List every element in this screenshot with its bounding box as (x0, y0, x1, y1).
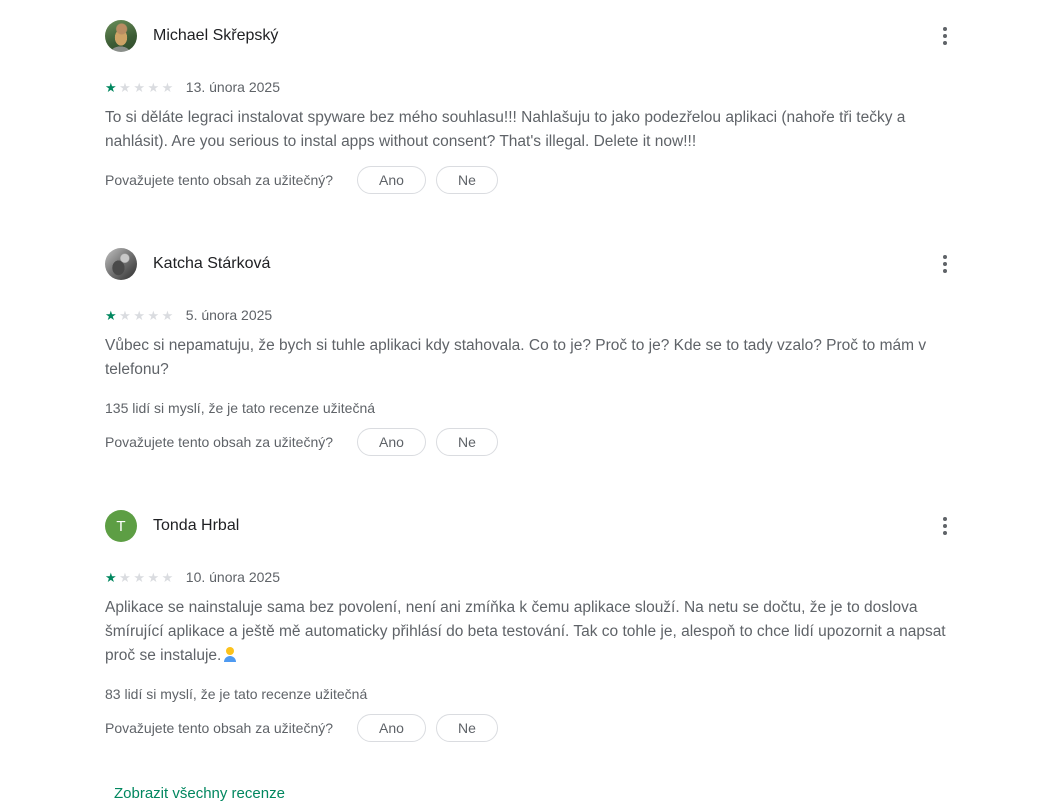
helpful-yes-button[interactable]: Ano (357, 714, 426, 742)
helpful-row (105, 714, 957, 742)
star-icon: ★ (105, 569, 120, 585)
rating-row (105, 308, 957, 322)
helpful-no-button[interactable]: Ne (436, 714, 498, 742)
star-icon: ★ (105, 79, 120, 95)
helpful-count: 135 lidí si myslí, že je tato recenze užitečná (105, 400, 376, 416)
avatar (105, 248, 137, 280)
review-options-button[interactable] (933, 252, 957, 276)
review-header (105, 510, 957, 542)
star-icon: ★ (119, 79, 134, 95)
star-icon: ★ (147, 307, 162, 323)
helpful-yes-button[interactable]: Ano (357, 166, 426, 194)
rating-row (105, 570, 957, 584)
helpful-count: 83 lidí si myslí, že je tato recenze užitečná (105, 686, 368, 702)
avatar (105, 510, 137, 542)
helpful-no-button[interactable]: Ne (436, 428, 498, 456)
avatar (105, 20, 137, 52)
kebab-menu-icon (943, 27, 947, 31)
kebab-menu-icon (943, 269, 947, 273)
kebab-menu-icon (943, 517, 947, 521)
star-rating (105, 81, 176, 94)
star-icon: ★ (133, 307, 148, 323)
helpful-question: Považujete tento obsah za užitečný? (105, 172, 334, 188)
review-header (105, 20, 957, 52)
review-date: 10. února 2025 (185, 569, 280, 585)
rating-row (105, 80, 957, 94)
helpful-row (105, 166, 957, 194)
helpful-no-button[interactable]: Ne (436, 166, 498, 194)
helpful-question: Považujete tento obsah za užitečný? (105, 720, 334, 736)
star-icon: ★ (147, 569, 162, 585)
kebab-menu-icon (943, 41, 947, 45)
review-text-content: Aplikace se nainstaluje sama bez povolení, není ani zmíňka k čemu aplikace slouží. Na netu se dočtu, že je to doslova šmírující aplikace a ještě mě automaticky přihlásí do beta testování. Tak co tohle je, alespoň to chce lidí upozornit a napsat proč se instaluje. (105, 599, 946, 664)
review-item (105, 510, 957, 742)
reviews-list (105, 20, 957, 742)
star-icon: ★ (147, 79, 162, 95)
review-author: Michael Skřepský (153, 27, 279, 44)
kebab-menu-icon (943, 34, 947, 38)
avatar-monogram: T (116, 517, 126, 535)
review-text (105, 334, 957, 382)
review-item (105, 20, 957, 194)
star-rating (105, 571, 176, 584)
review-author: Katcha Stárková (153, 255, 271, 272)
star-icon: ★ (105, 307, 120, 323)
review-options-button[interactable] (933, 514, 957, 538)
helpful-row (105, 428, 957, 456)
star-icon: ★ (161, 307, 176, 323)
review-author: Tonda Hrbal (153, 517, 240, 534)
star-icon: ★ (119, 307, 134, 323)
review-header (105, 248, 957, 280)
star-icon: ★ (161, 79, 176, 95)
review-item (105, 248, 957, 456)
kebab-menu-icon (943, 524, 947, 528)
review-options-button[interactable] (933, 24, 957, 48)
star-rating (105, 309, 176, 322)
helpful-question: Považujete tento obsah za užitečný? (105, 434, 334, 450)
kebab-menu-icon (943, 262, 947, 266)
review-text (105, 596, 957, 668)
review-text-content: To si děláte legraci instalovat spyware bez mého souhlasu!!! Nahlašuju to jako podezřelou aplikaci (nahoře tři tečky a nahlásit). Are you serious to instal apps without consent? That's illegal. Delete it now!!! (105, 109, 906, 150)
review-date: 5. února 2025 (185, 307, 273, 323)
review-text (105, 106, 957, 154)
star-icon: ★ (119, 569, 134, 585)
kebab-menu-icon (943, 531, 947, 535)
review-date: 13. února 2025 (185, 79, 280, 95)
kebab-menu-icon (943, 255, 947, 259)
star-icon: ★ (161, 569, 176, 585)
star-icon: ★ (133, 569, 148, 585)
show-all-reviews-button[interactable]: Zobrazit všechny recenze (114, 785, 285, 802)
helpful-yes-button[interactable]: Ano (357, 428, 426, 456)
star-icon: ★ (133, 79, 148, 95)
person-blond-emoji (223, 647, 237, 662)
review-text-content: Vůbec si nepamatuju, že bych si tuhle aplikaci kdy stahovala. Co to je? Proč to je? Kde se to tady vzalo? Proč to mám v telefonu? (105, 337, 927, 378)
